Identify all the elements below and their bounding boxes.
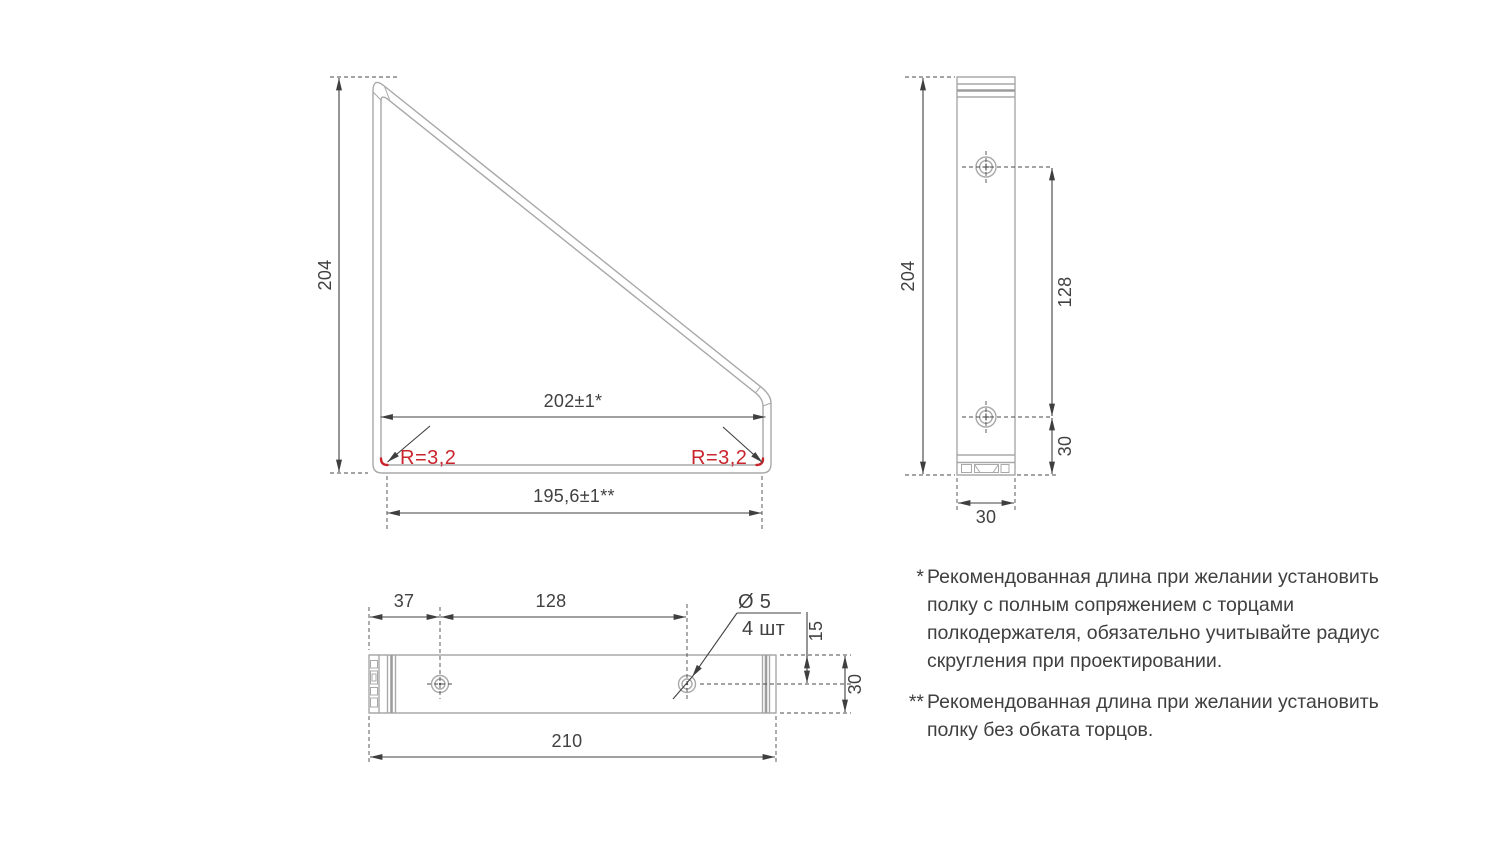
- note-1: [901, 563, 1406, 675]
- note-2-text: [927, 688, 1379, 744]
- note-2-marker: **: [908, 691, 924, 713]
- bottom-view: [369, 591, 865, 764]
- front-dim-inner-width: [381, 391, 766, 417]
- note-2: [901, 688, 1406, 744]
- front-dim-flat-width: [388, 486, 762, 513]
- side-dim-height: [898, 78, 923, 474]
- side-screw-hole-bottom: [962, 401, 1051, 433]
- side-screw-hole-top: [962, 151, 1051, 183]
- bottom-hole-spacing-label: 128: [535, 591, 567, 611]
- note-1-line-2: полку с полным сопряжением с торцами: [927, 594, 1295, 616]
- front-radius-right-label: R=3,2: [691, 447, 748, 469]
- bottom-dim-edge-to-hole: [370, 591, 439, 617]
- front-inner-width-label: 202±1*: [543, 391, 603, 411]
- bottom-hole-to-edge-label: 15: [806, 620, 826, 642]
- side-dim-hole-spacing: [1052, 168, 1075, 416]
- bottom-hole-diameter-label: Ø 5: [738, 591, 772, 613]
- front-radius-callout-left: [388, 426, 457, 469]
- side-hole-to-bottom-label: 30: [1055, 435, 1075, 457]
- front-view-outline: [373, 82, 771, 473]
- bottom-dim-hole-to-edge: [806, 612, 826, 683]
- bottom-dim-length: [370, 731, 775, 757]
- note-1-line-3: полкодержателя, обязательно учитывайте радиус: [927, 622, 1380, 644]
- notes-block: [901, 563, 1406, 744]
- side-hole-spacing-label: 128: [1055, 276, 1075, 308]
- side-extension-lines: [905, 77, 1058, 512]
- side-dim-hole-to-bottom: [1052, 418, 1075, 474]
- side-height-label: 204: [898, 260, 918, 292]
- front-height-label: 204: [315, 259, 335, 291]
- note-1-line-1: Рекомендованная длина при желании установить: [927, 566, 1379, 588]
- side-view: [898, 77, 1075, 527]
- front-radius-left-label: R=3,2: [400, 447, 457, 469]
- front-flat-width-label: 195,6±1**: [533, 486, 615, 506]
- bottom-width-label: 30: [845, 673, 865, 695]
- note-2-line-1: Рекомендованная длина при желании установить: [927, 691, 1379, 713]
- front-radius-callout-right: [691, 427, 763, 469]
- bottom-length-label: 210: [551, 731, 583, 751]
- bottom-edge-to-hole-label: 37: [393, 591, 415, 611]
- note-2-line-2: полку без обката торцов.: [927, 719, 1154, 741]
- side-dim-width: [958, 503, 1014, 527]
- bottom-dim-width: [845, 656, 865, 712]
- note-1-line-4: скругления при проектировании.: [927, 650, 1223, 672]
- bottom-hole-count-label: 4 шт: [742, 618, 786, 640]
- front-dim-height: [315, 78, 339, 472]
- front-view: [315, 77, 771, 532]
- note-1-text: [927, 563, 1380, 675]
- side-width-label: 30: [975, 507, 997, 527]
- bottom-dim-hole-spacing: [441, 591, 686, 617]
- note-1-marker: *: [916, 566, 924, 588]
